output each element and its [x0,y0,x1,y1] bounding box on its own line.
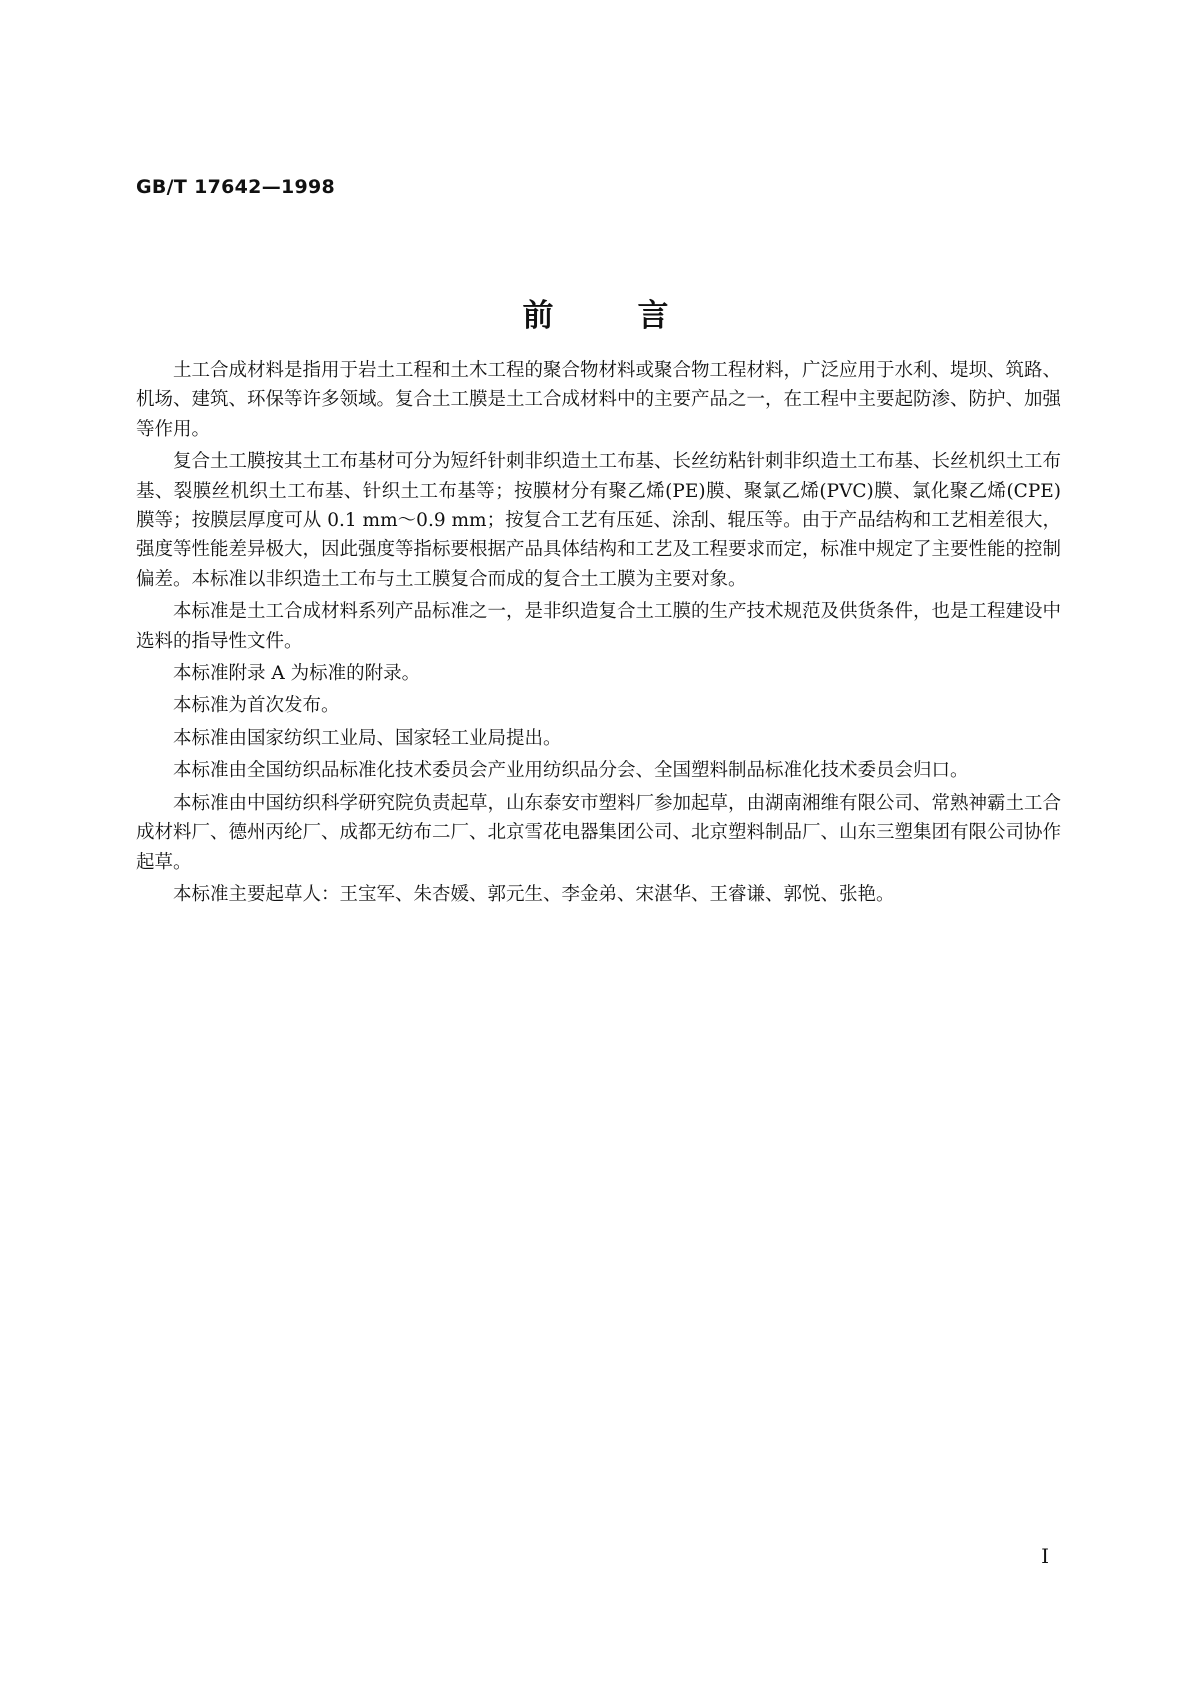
page-number: I [1041,1544,1049,1568]
foreword-body [136,356,1061,912]
page-title [0,290,1191,335]
standard-code: GB/T 17642—1998 [136,176,336,198]
paragraph-administrator: 本标准由全国纺织品标准化技术委员会产业用纺织品分会、全国塑料制品标准化技术委员会归口。 [173,760,969,782]
title-char-2: 言 [637,298,669,334]
paragraph-appendix: 本标准附录 A 为标准的附录。 [173,663,421,685]
paragraph-scope: 本标准是土工合成材料系列产品标准之一，是非织造复合土工膜的生产技术规范及供货条件，也是工程建设中选料的指导性文件。 [136,601,1062,652]
paragraph-proposer: 本标准由国家纺织工业局、国家轻工业局提出。 [173,727,562,749]
title-char-1: 前 [522,298,554,334]
paragraph-drafting-units: 本标准由中国纺织科学研究院负责起草，山东泰安市塑料厂参加起草，由湖南湘维有限公司、常熟神霸土工合成材料厂、德州丙纶厂、成都无纺布二厂、北京雪花电器集团公司、北京塑料制品厂、山东三塑集团有限公司协作起草。 [136,792,1062,873]
paragraph-first-release: 本标准为首次发布。 [173,695,340,717]
paragraph-drafters: 本标准主要起草人：王宝军、朱杏媛、郭元生、李金弟、宋湛华、王睿谦、郭悦、张艳。 [173,883,895,905]
paragraph-definition: 土工合成材料是指用于岩土工程和土木工程的聚合物材料或聚合物工程材料，广泛应用于水利、堤坝、筑路、机场、建筑、环保等许多领域。复合土工膜是土工合成材料中的主要产品之一，在工程中主要起防渗、防护、加强等作用。 [136,360,1062,440]
paragraph-classification: 复合土工膜按其土工布基材可分为短纤针刺非织造土工布基、长丝纺粘针刺非织造土工布基、长丝机织土工布基、裂膜丝机织土工布基、针织土工布基等；按膜材分有聚乙烯(PE)膜、聚氯乙烯(PVC)膜、氯化聚乙烯(CPE)膜等；按膜层厚度可从 0.1 mm～0.9 mm；按复合工艺有压延、涂刮、辊压等。由于产品结构和工艺相差很大，强度等性能差异极大，因此强度等指标要根据产品具体结构和工艺及工程要求而定，标准中规定了主要性能的控制偏差。本标准以非织造土工布与土工膜复合而成的复合土工膜为主要对象。 [136,451,1062,590]
